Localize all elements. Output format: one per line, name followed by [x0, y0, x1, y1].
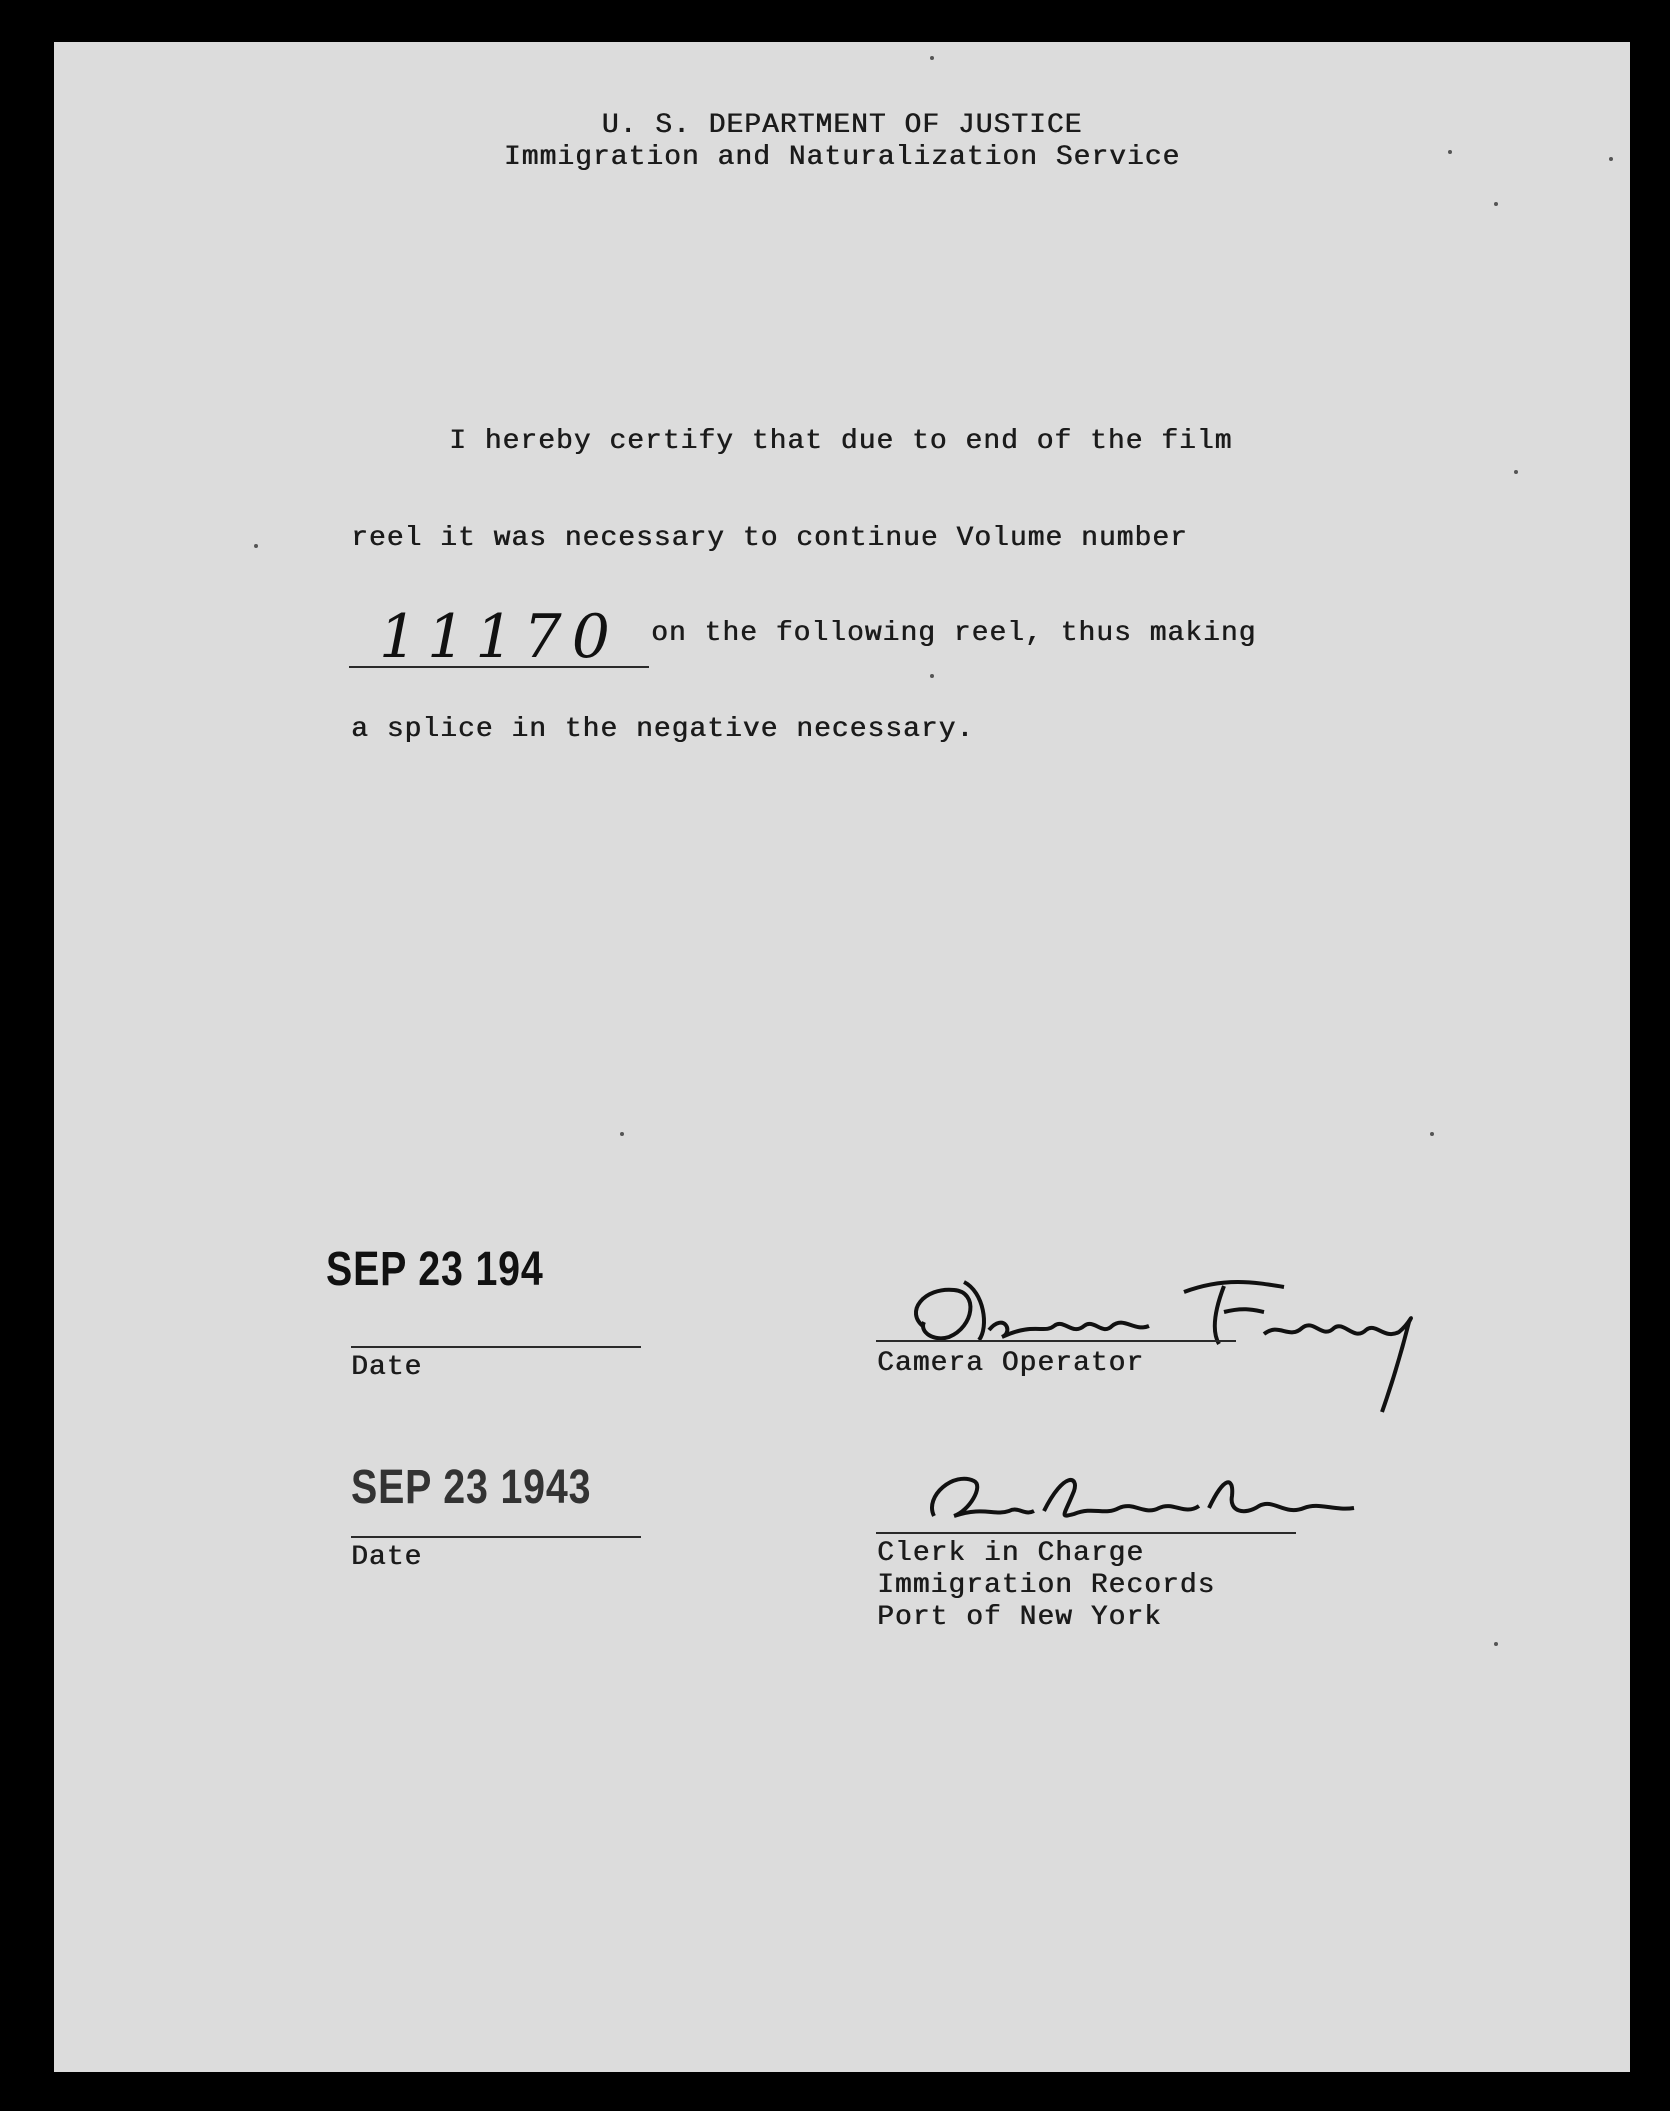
speck: [1448, 150, 1452, 154]
speck: [1514, 470, 1518, 474]
body-line-1: I hereby certify that due to end of the film: [449, 426, 1233, 457]
date-label-1: Date: [351, 1352, 423, 1383]
clerk-title-line-3: Port of New York: [877, 1602, 1162, 1633]
speck: [1430, 1132, 1434, 1136]
camera-operator-signature: [894, 1252, 1454, 1432]
speck: [930, 56, 934, 60]
body-line-4: a splice in the negative necessary.: [351, 714, 975, 745]
clerk-title-line-2: Immigration Records: [877, 1570, 1216, 1601]
speck: [1494, 1642, 1498, 1646]
volume-number: 11170: [379, 602, 620, 672]
body-line-2: reel it was necessary to continue Volume number: [351, 523, 1188, 554]
body-line-3-rest: on the following reel, thus making: [651, 618, 1257, 649]
speck: [254, 544, 258, 548]
date-line-2: [351, 1536, 641, 1538]
speck: [1494, 202, 1498, 206]
document-page: [54, 42, 1630, 2072]
signature-line-2: [876, 1532, 1296, 1534]
date-stamp-1: SEP 23 194: [326, 1243, 544, 1296]
header-department: U. S. DEPARTMENT OF JUSTICE: [601, 110, 1083, 141]
header-service: Immigration and Naturalization Service: [503, 142, 1181, 173]
speck: [1609, 157, 1613, 161]
speck: [930, 674, 934, 678]
clerk-title-line-1: Clerk in Charge: [877, 1538, 1145, 1569]
camera-operator-label: Camera Operator: [877, 1348, 1145, 1379]
date-stamp-2: SEP 23 1943: [351, 1461, 592, 1514]
signature-line-1: [876, 1340, 1236, 1342]
date-line-1: [351, 1346, 641, 1348]
volume-number-underline: [349, 666, 649, 668]
date-label-2: Date: [351, 1542, 423, 1573]
speck: [620, 1132, 624, 1136]
